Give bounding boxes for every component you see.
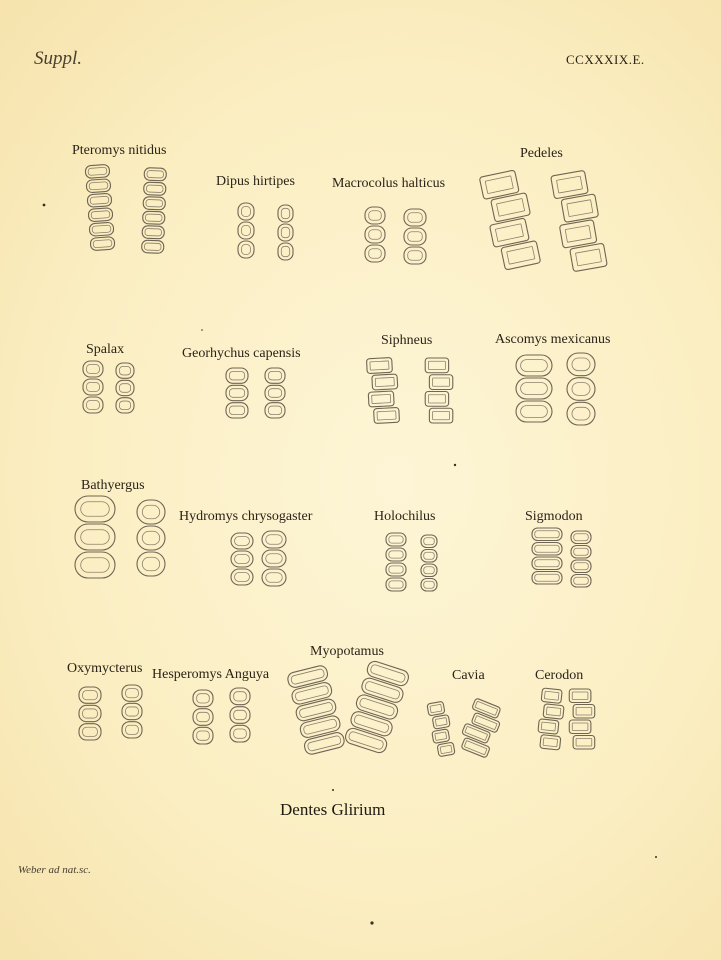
tooth-outline	[89, 222, 114, 236]
tooth-outline	[238, 203, 254, 220]
tooth-outline	[291, 681, 333, 705]
ink-speck	[43, 204, 46, 207]
tooth-outline	[295, 698, 337, 722]
tooth-outline	[404, 209, 426, 226]
label-ascomys-mexicanus: Ascomys mexicanus	[495, 332, 611, 347]
tooth-enamel-fold	[144, 243, 161, 251]
tooth-enamel-fold	[521, 383, 548, 395]
tooth-row	[425, 358, 453, 423]
tooth-enamel-fold	[83, 691, 98, 700]
tooth-enamel-fold	[574, 577, 589, 584]
tooth-enamel-fold	[81, 530, 110, 545]
tooth-enamel-fold	[369, 230, 382, 240]
tooth-enamel-fold	[576, 707, 592, 715]
tooth-enamel-fold	[497, 198, 525, 216]
tooth-enamel-fold	[535, 545, 560, 552]
tooth-enamel-fold	[546, 707, 561, 716]
label-georhychus-capensis: Georhychus capensis	[182, 346, 301, 361]
tooth-outline	[230, 725, 250, 742]
tooth-row	[344, 660, 411, 755]
tooth-outline	[543, 704, 564, 719]
tooth-row	[571, 531, 591, 587]
tooth-outline	[122, 722, 142, 738]
tooth-enamel-fold	[303, 719, 337, 735]
tooth-outline	[143, 197, 165, 210]
tooth-enamel-fold	[495, 224, 523, 242]
tooth-enamel-fold	[242, 226, 251, 236]
tooth-row	[230, 688, 250, 742]
tooth-outline	[559, 220, 597, 249]
tooth-outline	[230, 688, 250, 705]
tooth-enamel-fold	[428, 361, 445, 369]
tooth-row	[536, 688, 565, 750]
tooth-enamel-fold	[91, 211, 110, 219]
tooth-enamel-fold	[572, 723, 588, 731]
tooth-row	[551, 169, 608, 273]
label-dipus-hirtipes: Dipus hirtipes	[216, 174, 295, 189]
tooth-outline	[193, 690, 213, 707]
tooth-enamel-fold	[281, 246, 289, 256]
tooth-outline	[122, 703, 142, 719]
tooth-outline	[532, 528, 562, 541]
tooth-enamel-fold	[235, 537, 250, 546]
tooth-enamel-fold	[268, 406, 281, 415]
tooth-row	[75, 496, 115, 578]
tooth-enamel-fold	[229, 406, 244, 415]
tooth-enamel-fold	[565, 225, 591, 242]
label-myopotamus: Myopotamus	[310, 644, 384, 659]
tooth-outline	[193, 727, 213, 744]
tooth-enamel-fold	[389, 536, 403, 543]
tooth-enamel-fold	[266, 535, 283, 545]
tooth-row	[238, 203, 254, 258]
plate-number: CCXXXIX.E.	[566, 52, 645, 67]
supplement-mark: Suppl.	[34, 48, 83, 69]
tooth-row	[122, 685, 142, 738]
tooth-enamel-fold	[485, 176, 513, 194]
tooth-outline	[230, 707, 250, 724]
tooth-enamel-fold	[87, 383, 100, 392]
tooth-outline	[238, 241, 254, 258]
tooth-enamel-fold	[574, 563, 589, 570]
tooth-row	[532, 528, 562, 584]
tooth-enamel-fold	[87, 401, 100, 410]
label-cavia: Cavia	[452, 668, 485, 683]
tooth-outline	[516, 401, 552, 422]
tooth-row	[265, 368, 285, 418]
tooth-outline	[278, 205, 293, 222]
tooth-enamel-fold	[369, 211, 382, 221]
tooth-enamel-fold	[83, 727, 98, 736]
tooth-enamel-fold	[557, 176, 583, 193]
tooth-outline	[86, 179, 111, 193]
tooth-row	[457, 698, 506, 758]
tooth-outline	[541, 688, 562, 703]
label-cerodon: Cerodon	[535, 668, 584, 683]
tooth-enamel-fold	[535, 574, 560, 581]
tooth-outline	[567, 353, 595, 376]
tooth-enamel-fold	[377, 411, 396, 420]
label-siphneus: Siphneus	[381, 333, 433, 348]
label-hydromys-chrysogaster: Hydromys chrysogaster	[179, 509, 313, 524]
tooth-outline	[83, 379, 103, 395]
tooth-row	[142, 168, 167, 254]
tooth-enamel-fold	[574, 548, 589, 555]
tooth-enamel-fold	[424, 581, 435, 588]
tooth-outline	[238, 222, 254, 239]
tooth-enamel-fold	[389, 551, 403, 558]
tooth-outline	[532, 543, 562, 556]
ink-speck	[655, 856, 657, 858]
tooth-row	[479, 169, 540, 272]
tooth-enamel-fold	[424, 552, 435, 559]
tooth-outline	[427, 701, 445, 716]
tooth-enamel-fold	[266, 573, 283, 583]
tooth-enamel-fold	[142, 505, 159, 518]
tooth-enamel-fold	[92, 225, 111, 233]
tooth-outline	[116, 380, 134, 395]
tooth-enamel-fold	[408, 213, 423, 223]
ink-speck	[454, 464, 456, 466]
tooth-enamel-fold	[147, 170, 164, 178]
tooth-outline	[551, 170, 589, 199]
label-spalax: Spalax	[86, 342, 125, 357]
tooth-row	[79, 687, 101, 740]
tooth-outline	[516, 378, 552, 399]
tooth-outline	[137, 552, 165, 576]
tooth-row	[404, 209, 426, 264]
tooth-enamel-fold	[543, 738, 558, 747]
tooth-enamel-fold	[281, 208, 289, 218]
tooth-outline	[538, 719, 559, 734]
tooth-enamel-fold	[145, 228, 162, 236]
tooth-enamel-fold	[242, 245, 251, 255]
tooth-outline	[90, 237, 115, 251]
tooth-enamel-fold	[544, 691, 559, 700]
tooth-enamel-fold	[521, 406, 548, 418]
label-holochilus: Holochilus	[374, 509, 436, 524]
tooth-enamel-fold	[145, 214, 162, 222]
tooth-enamel-fold	[87, 365, 100, 374]
tooth-row	[365, 207, 385, 262]
tooth-enamel-fold	[119, 401, 130, 410]
tooth-enamel-fold	[89, 182, 108, 190]
tooth-outline	[122, 685, 142, 701]
tooth-enamel-fold	[90, 196, 109, 204]
tooth-enamel-fold	[119, 366, 130, 375]
tooth-enamel-fold	[535, 560, 560, 567]
tooth-row	[366, 357, 399, 423]
tooth-outline	[540, 735, 561, 750]
tooth-outline	[83, 397, 103, 413]
tooth-outline	[144, 168, 166, 181]
tooth-enamel-fold	[428, 395, 445, 403]
tooth-row	[421, 535, 437, 591]
tooth-outline	[85, 164, 110, 178]
tooth-enamel-fold	[266, 554, 283, 564]
tooth-row	[569, 689, 594, 749]
tooth-enamel-fold	[229, 371, 244, 380]
label-bathyergus: Bathyergus	[81, 478, 145, 493]
tooth-outline	[144, 182, 166, 195]
label-sigmodon: Sigmodon	[525, 509, 583, 524]
tooth-enamel-fold	[268, 371, 281, 380]
tooth-outline	[561, 194, 599, 223]
tooth-enamel-fold	[235, 555, 250, 564]
tooth-enamel-fold	[281, 227, 289, 237]
tooth-enamel-fold	[229, 389, 244, 398]
tooth-enamel-fold	[576, 738, 592, 746]
tooth-enamel-fold	[126, 725, 139, 734]
tooth-outline	[567, 378, 595, 401]
tooth-enamel-fold	[197, 712, 210, 721]
tooth-enamel-fold	[574, 534, 589, 541]
tooth-outline	[142, 226, 164, 239]
tooth-row	[262, 531, 286, 586]
tooth-row	[83, 361, 103, 413]
tooth-enamel-fold	[146, 199, 163, 207]
tooth-enamel-fold	[572, 407, 590, 420]
tooth-outline	[116, 363, 134, 378]
tooth-enamel-fold	[83, 709, 98, 718]
label-hesperomys-anguya: Hesperomys Anguya	[152, 667, 270, 682]
tooth-enamel-fold	[290, 668, 324, 684]
tooth-outline	[137, 526, 165, 550]
tooth-outline	[116, 398, 134, 413]
tooth-enamel-fold	[507, 246, 535, 264]
tooth-enamel-fold	[389, 581, 403, 588]
ink-speck	[370, 921, 373, 924]
tooth-enamel-fold	[234, 692, 247, 701]
tooth-outline	[404, 247, 426, 264]
tooth-enamel-fold	[268, 389, 281, 398]
tooth-row	[193, 690, 213, 744]
tooth-row	[137, 500, 165, 576]
tooth-row	[427, 701, 455, 757]
tooth-outline	[286, 664, 328, 688]
tooth-outline	[278, 243, 293, 260]
tooth-enamel-fold	[299, 702, 333, 718]
tooth-enamel-fold	[235, 573, 250, 582]
tooth-outline	[516, 355, 552, 376]
tooth-enamel-fold	[435, 718, 447, 727]
tooth-outline	[365, 207, 385, 224]
tooth-outline	[278, 224, 293, 241]
tooth-outline	[532, 557, 562, 570]
tooth-row	[85, 164, 115, 250]
ink-speck	[201, 329, 203, 331]
tooth-outline	[404, 228, 426, 245]
tooth-enamel-fold	[535, 531, 560, 538]
tooth-enamel-fold	[126, 689, 139, 698]
tooth-enamel-fold	[408, 251, 423, 261]
tooth-outline	[567, 402, 595, 425]
tooth-enamel-fold	[242, 207, 251, 217]
ink-speck	[332, 789, 334, 791]
tooth-outline	[532, 572, 562, 585]
tooth-enamel-fold	[433, 378, 450, 386]
tooth-enamel-fold	[307, 735, 341, 751]
artist-credit: Weber ad nat.sc.	[18, 864, 91, 876]
tooth-outline	[142, 240, 164, 253]
tooth-enamel-fold	[541, 722, 556, 731]
tooth-outline	[472, 698, 501, 719]
tooth-outline	[365, 226, 385, 243]
tooth-outline	[83, 361, 103, 377]
tooth-row	[286, 664, 345, 755]
tooth-outline	[432, 729, 450, 744]
tooth-enamel-fold	[146, 185, 163, 193]
tooth-enamel-fold	[572, 692, 588, 700]
label-oxymycterus: Oxymycterus	[67, 661, 143, 676]
tooth-enamel-fold	[433, 411, 450, 419]
tooth-enamel-fold	[93, 240, 112, 248]
tooth-enamel-fold	[372, 394, 391, 403]
tooth-enamel-fold	[572, 383, 590, 396]
tooth-enamel-fold	[370, 361, 389, 370]
tooth-enamel-fold	[197, 731, 210, 740]
label-pteromys-nitidus: Pteromys nitidus	[72, 143, 167, 158]
tooth-outline	[137, 500, 165, 524]
tooth-enamel-fold	[81, 558, 110, 573]
tooth-enamel-fold	[521, 360, 548, 372]
tooth-enamel-fold	[576, 249, 602, 266]
label-pedeles: Pedeles	[520, 146, 563, 161]
tooth-outline	[365, 245, 385, 262]
tooth-enamel-fold	[424, 538, 435, 545]
tooth-enamel-fold	[408, 232, 423, 242]
tooth-outline	[432, 715, 450, 730]
tooth-row	[226, 368, 248, 418]
tooth-enamel-fold	[234, 710, 247, 719]
tooth-row	[386, 533, 406, 591]
tooth-enamel-fold	[81, 502, 110, 517]
tooth-outline	[437, 742, 455, 757]
tooth-enamel-fold	[142, 531, 159, 544]
tooth-enamel-fold	[197, 694, 210, 703]
tooth-enamel-fold	[424, 567, 435, 574]
tooth-row	[278, 205, 293, 260]
tooth-row	[567, 353, 595, 425]
tooth-row	[116, 363, 134, 413]
tooth-enamel-fold	[430, 704, 442, 713]
tooth-outline	[88, 208, 113, 222]
tooth-enamel-fold	[567, 200, 593, 217]
tooth-enamel-fold	[234, 729, 247, 738]
tooth-enamel-fold	[440, 745, 452, 754]
tooth-outline	[461, 737, 490, 758]
label-macrocolus-halticus: Macrocolus halticus	[332, 176, 446, 191]
tooth-outline	[87, 193, 112, 207]
tooth-enamel-fold	[126, 707, 139, 716]
tooth-outline	[570, 243, 608, 272]
tooth-enamel-fold	[369, 249, 382, 259]
tooth-enamel-fold	[435, 732, 447, 741]
plate-title: Dentes Glirium	[280, 800, 386, 819]
tooth-outline	[299, 714, 341, 738]
tooth-outline	[193, 709, 213, 726]
tooth-row	[516, 355, 552, 422]
tooth-outline	[143, 211, 165, 224]
tooth-outline	[303, 731, 345, 755]
tooth-enamel-fold	[295, 685, 329, 701]
tooth-enamel-fold	[142, 557, 159, 570]
tooth-enamel-fold	[572, 358, 590, 371]
tooth-enamel-fold	[88, 167, 107, 175]
tooth-enamel-fold	[119, 384, 130, 393]
tooth-enamel-fold	[389, 566, 403, 573]
tooth-row	[231, 533, 253, 585]
tooth-enamel-fold	[375, 377, 394, 386]
